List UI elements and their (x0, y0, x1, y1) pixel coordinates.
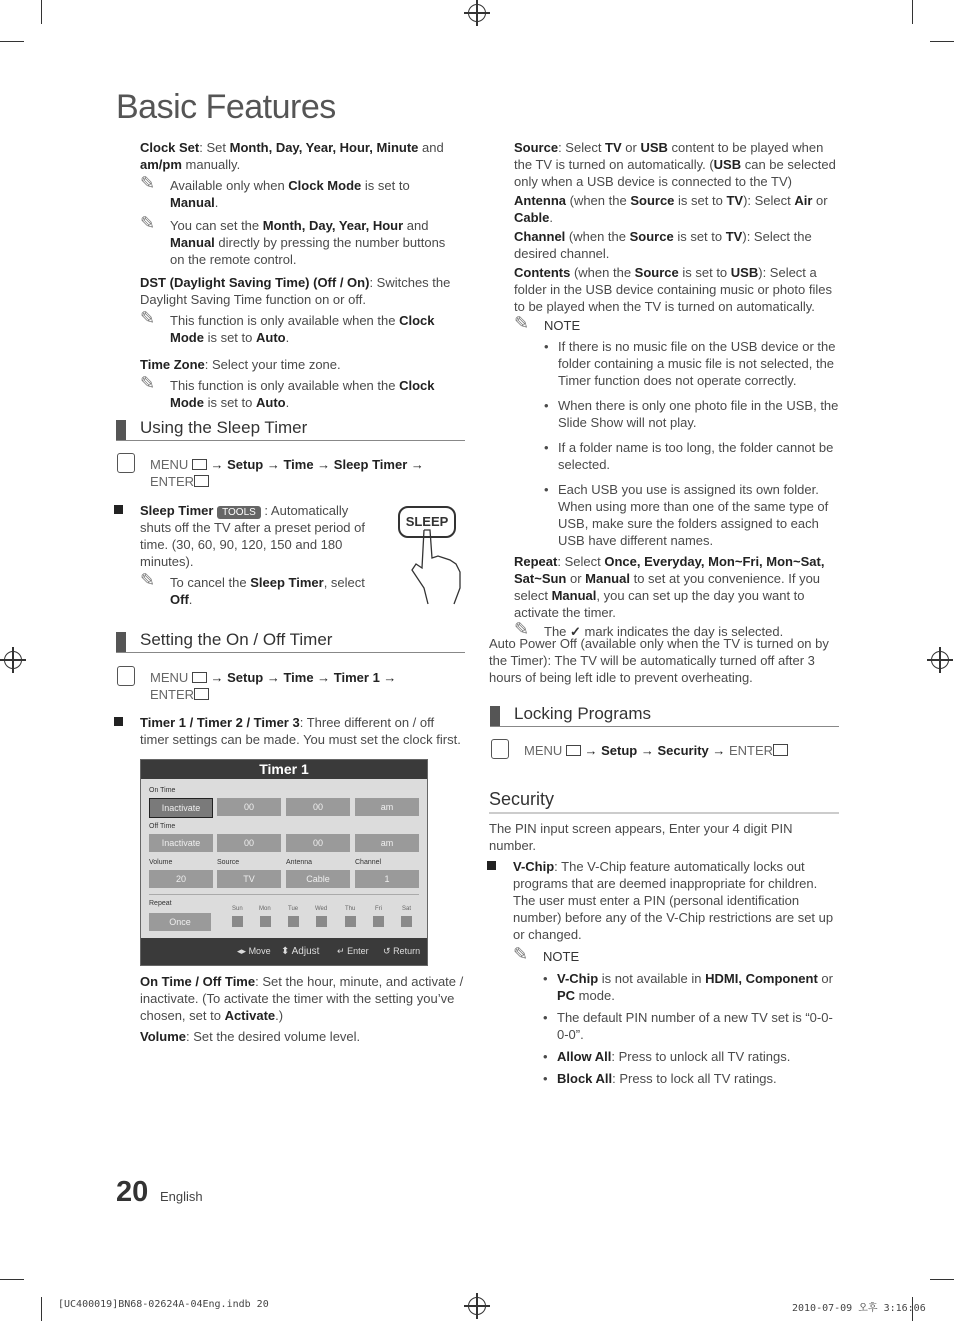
up-down-arrows-icon: ⬍ (281, 946, 290, 957)
section-title: Setting the On / Off Timer (140, 630, 333, 649)
list-item: • Block All: Press to lock all TV ratings. (543, 1070, 841, 1087)
crop-mark (0, 41, 24, 42)
day-label: Sat (402, 906, 412, 912)
section-title: Locking Programs (514, 704, 652, 723)
list-item: • Each USB you use is assigned its own folder. When using more than one of the same type of USB, make sure the folders assigned to each USB have different names. (544, 481, 840, 549)
right-column-top (514, 139, 840, 640)
pencil-icon: ✎ (513, 944, 529, 964)
pencil-icon: ✎ (140, 570, 156, 590)
footer-timestamp: 2010-07-09 오후 3:16:06 (792, 1303, 926, 1314)
crop-mark (930, 1279, 954, 1280)
repeat-paragraph: Repeat: Select Once, Everyday, Mon~Fri, Mon~Sat, Sat~Sun or Manual to set at you convenience. If you select Manual, you can set up the day you want to activate the timer. (514, 554, 825, 620)
list-item: • If there is no music file on the USB device or the folder containing a music file is not selected, the Timer function does not operate correctly. (544, 338, 840, 389)
section-on-off-timer (116, 630, 465, 653)
enter-icon (194, 475, 209, 487)
left-column-top (140, 139, 460, 417)
auto-power-paragraph: Auto Power Off (available only when the TV is turned on by the Timer): The TV will be automatically turned off after 3 hours of being left idle to prevent overheating. (489, 636, 829, 685)
day-checkbox[interactable] (260, 916, 271, 927)
security-content (489, 820, 841, 1095)
off-time-minute[interactable]: 00 (286, 834, 350, 852)
crop-mark (41, 0, 42, 24)
section-title: Using the Sleep Timer (140, 418, 308, 437)
menu-icon (566, 745, 581, 756)
registration-mark-icon (4, 651, 22, 669)
dst-paragraph: DST (Daylight Saving Time) (Off / On): Switches the Daylight Saving Time function on or off. (140, 275, 451, 307)
day-label: Sun (232, 906, 243, 912)
onoff-menu-path: MENU → Setup → Time → Timer 1 → ENTER (150, 670, 397, 702)
timer-item (116, 714, 464, 748)
pencil-icon: ✎ (140, 373, 156, 393)
sleep-button-illustration: SLEEP (398, 506, 456, 538)
on-time-label: On Time (149, 787, 176, 794)
off-time-label: Off Time (149, 823, 176, 830)
volume-value[interactable]: 20 (149, 870, 213, 888)
on-time-minute[interactable]: 00 (286, 798, 350, 816)
sleep-timer-item (116, 502, 366, 614)
bullet-item: V-Chip: The V-Chip feature automatically locks out programs that are deemed inappropriate for children. The user must enter a PIN (personal identification number) before any of the V-Chip restrictions are set up or changed. (489, 858, 841, 943)
list-item: • When there is only one photo file in the USB, the Slide Show will not play. (544, 397, 840, 431)
pencil-icon: ✎ (514, 313, 530, 333)
footer-file-info: [UC400019]BN68-02624A-04Eng.indb 20 (58, 1299, 269, 1310)
sleep-menu-path: MENU → Setup → Time → Sleep Timer → ENTER (150, 457, 424, 489)
section-sleep-timer (116, 418, 465, 441)
menu-icon (192, 672, 207, 683)
note-header: ✎ NOTE (513, 944, 580, 964)
timer-screen (140, 759, 428, 966)
channel-value[interactable]: 1 (355, 870, 419, 888)
security-intro: The PIN input screen appears, Enter your 4 digit PIN number. (489, 821, 793, 853)
repeat-value[interactable]: Once (149, 913, 211, 931)
note-list (514, 338, 840, 549)
crop-mark (930, 41, 954, 42)
day-checkbox[interactable] (232, 916, 243, 927)
registration-mark-icon (468, 4, 486, 22)
antenna-paragraph: Antenna (when the Source is set to TV): Select Air or Cable. (514, 193, 828, 225)
off-time-activate[interactable]: Inactivate (149, 834, 213, 852)
list-item: • If a folder name is too long, the folder cannot be selected. (544, 439, 840, 473)
on-time-paragraph: On Time / Off Time: Set the hour, minute, and activate / inactivate. (To activate the timer with the setting you’ve chosen, set to Activate.) (140, 974, 464, 1023)
timer-screen-footer (141, 938, 427, 965)
bullet-item: Timer 1 / Timer 2 / Timer 3: Three different on / off timer settings can be made. You must set the clock first. (116, 714, 464, 748)
note-header: ✎ NOTE (514, 313, 581, 333)
crop-mark (912, 0, 913, 24)
pencil-icon: ✎ (140, 173, 156, 193)
crop-mark (0, 1279, 24, 1280)
section-bar (116, 420, 126, 440)
check-mark-icon: ✓ (570, 624, 581, 639)
adjust-hint: ⬍ Adjust (281, 946, 320, 957)
day-label: Thu (345, 906, 356, 912)
divider (149, 894, 419, 895)
vchip-note-list (489, 970, 841, 1087)
pencil-icon: ✎ (140, 308, 156, 328)
page-language: English (160, 1189, 203, 1204)
bullet-item: Sleep Timer TOOLS : Automatically shuts off the TV after a preset period of time. (30, 60, 90, 120, 150 and 180 minutes). (116, 502, 366, 570)
channel-paragraph: Channel (when the Source is set to TV): Select the desired channel. (514, 229, 812, 261)
day-checkbox[interactable] (373, 916, 384, 927)
enter-icon (773, 744, 788, 756)
day-checkbox[interactable] (316, 916, 327, 927)
off-time-hour[interactable]: 00 (217, 834, 281, 852)
antenna-label: Antenna (286, 859, 313, 866)
hand-icon (117, 666, 135, 686)
registration-mark-icon (468, 1297, 486, 1315)
clock-set-paragraph: Clock Set: Set Month, Day, Year, Hour, Minute and am/pm manually. (140, 140, 444, 172)
on-time-hour[interactable]: 00 (217, 798, 281, 816)
time-zone-paragraph: Time Zone: Select your time zone. (140, 357, 341, 372)
note: ✎ The ✓ mark indicates the day is selected. (514, 619, 784, 639)
section-bar (490, 706, 500, 726)
note: ✎ Available only when Clock Mode is set to Manual. (140, 173, 410, 210)
page-title: Basic Features (116, 88, 336, 126)
day-checkbox[interactable] (401, 916, 412, 927)
on-time-activate[interactable]: Inactivate (149, 798, 213, 818)
channel-label: Channel (355, 859, 382, 866)
note: ✎ This function is only available when the Clock Mode is set to Auto. (140, 373, 435, 410)
off-time-ampm[interactable]: am (355, 834, 419, 852)
registration-mark-icon (931, 651, 949, 669)
left-column-bottom (140, 973, 464, 1049)
menu-icon (192, 459, 207, 470)
section-locking-programs (490, 704, 839, 727)
list-item: • The default PIN number of a new TV set is “0-0-0-0”. (543, 1009, 841, 1043)
hand-icon (117, 453, 135, 473)
volume-paragraph: Volume: Set the desired volume level. (140, 1029, 361, 1044)
day-label: Tue (288, 906, 299, 912)
enter-icon: ↵ (337, 946, 345, 956)
return-hint: ↺ Return (383, 946, 421, 956)
day-checkbox[interactable] (288, 916, 299, 927)
source-value[interactable]: TV (217, 870, 281, 888)
crop-mark (41, 1297, 42, 1321)
day-label: Fri (375, 906, 382, 912)
contents-paragraph: Contents (when the Source is set to USB): Select a folder in the USB device containing music or photo files to be played when the TV is turned on automatically. (514, 265, 832, 314)
volume-label: Volume (149, 859, 173, 866)
left-right-arrows-icon: ◂▸ (237, 946, 247, 956)
hand-icon (491, 739, 509, 759)
timer-screen-title: Timer 1 (141, 760, 427, 779)
note: ✎ This function is only available when the Clock Mode is set to Auto. (140, 308, 435, 345)
page-number: 20 (116, 1176, 149, 1208)
day-label: Mon (259, 906, 271, 912)
hand-pointer-icon (410, 528, 470, 606)
list-item: • V-Chip is not available in HDMI, Component or PC mode. (543, 970, 841, 1004)
antenna-value[interactable]: Cable (286, 870, 350, 888)
tools-badge: TOOLS (217, 506, 261, 519)
note: ✎ To cancel the Sleep Timer, select Off. (140, 570, 365, 607)
locking-menu-path: MENU → Setup → Security → ENTER (524, 742, 834, 759)
pencil-icon: ✎ (514, 619, 530, 639)
day-label: Wed (315, 906, 328, 912)
security-heading: Security (489, 789, 839, 814)
day-checkbox[interactable] (345, 916, 356, 927)
move-hint: ◂▸ Move (237, 946, 271, 956)
list-item: • Allow All: Press to unlock all TV ratings. (543, 1048, 841, 1065)
section-bar (116, 632, 126, 652)
repeat-label: Repeat (149, 900, 172, 907)
return-icon: ↺ (383, 946, 391, 956)
note: ✎ You can set the Month, Day, Year, Hour and Manual directly by pressing the number buttons on the remote control. (140, 213, 446, 267)
on-time-ampm[interactable]: am (355, 798, 419, 816)
source-label: Source (217, 859, 240, 866)
source-paragraph: Source: Select TV or USB content to be played when the TV is turned on automatically. (USB can be selected only when a USB device is connected to the TV) (514, 140, 836, 189)
enter-hint: ↵ Enter (337, 946, 369, 956)
pencil-icon: ✎ (140, 213, 156, 233)
enter-icon (194, 688, 209, 700)
